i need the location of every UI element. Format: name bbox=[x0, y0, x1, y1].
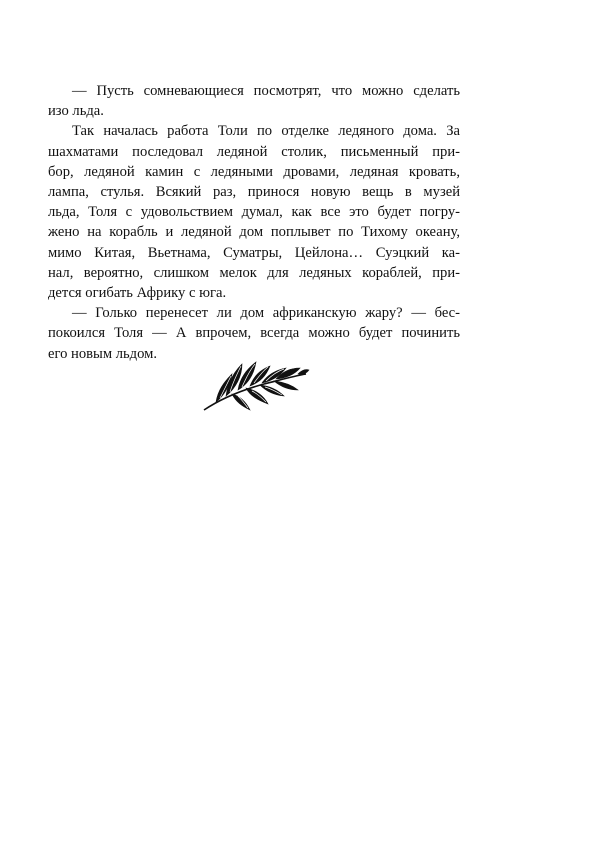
text-line: — Голько перенесет ли дом африканскую жару? — бес- bbox=[72, 305, 460, 322]
page-text bbox=[48, 81, 460, 364]
text-line: изо льда. bbox=[48, 103, 104, 120]
text-line: жено на корабль и ледяной дом поплывет по Тихому океану, bbox=[48, 224, 460, 241]
text-line: льда, Толя с удовольствием думал, как все это будет погру- bbox=[48, 204, 460, 221]
text-line: покоился Толя — А впрочем, всегда можно будет починить bbox=[48, 325, 460, 342]
paragraph-1 bbox=[48, 81, 460, 121]
text-line: его новым льдом. bbox=[48, 345, 157, 362]
paragraph-2 bbox=[48, 121, 460, 303]
text-line: нал, вероятно, слишком мелок для ледяных кораблей, при- bbox=[48, 264, 460, 281]
text-line: — Пусть сомневающиеся посмотрят, что можно сделать bbox=[72, 83, 460, 99]
laurel-branch-icon bbox=[202, 354, 310, 414]
text-line: Так началась работа Толи по отделке ледяного дома. За bbox=[72, 123, 460, 140]
text-line: мимо Китая, Вьетнама, Суматры, Цейлона… Суэцкий ка- bbox=[48, 244, 460, 261]
text-line: лампа, стулья. Всякий раз, принося новую вещь в музей bbox=[48, 184, 460, 201]
text-line: бор, ледяной камин с ледяными дровами, ледяная кровать, bbox=[48, 163, 460, 180]
text-line: дется огибать Африку с юга. bbox=[48, 285, 227, 302]
text-line: шахматами последовал ледяной столик, письменный при- bbox=[48, 143, 460, 160]
